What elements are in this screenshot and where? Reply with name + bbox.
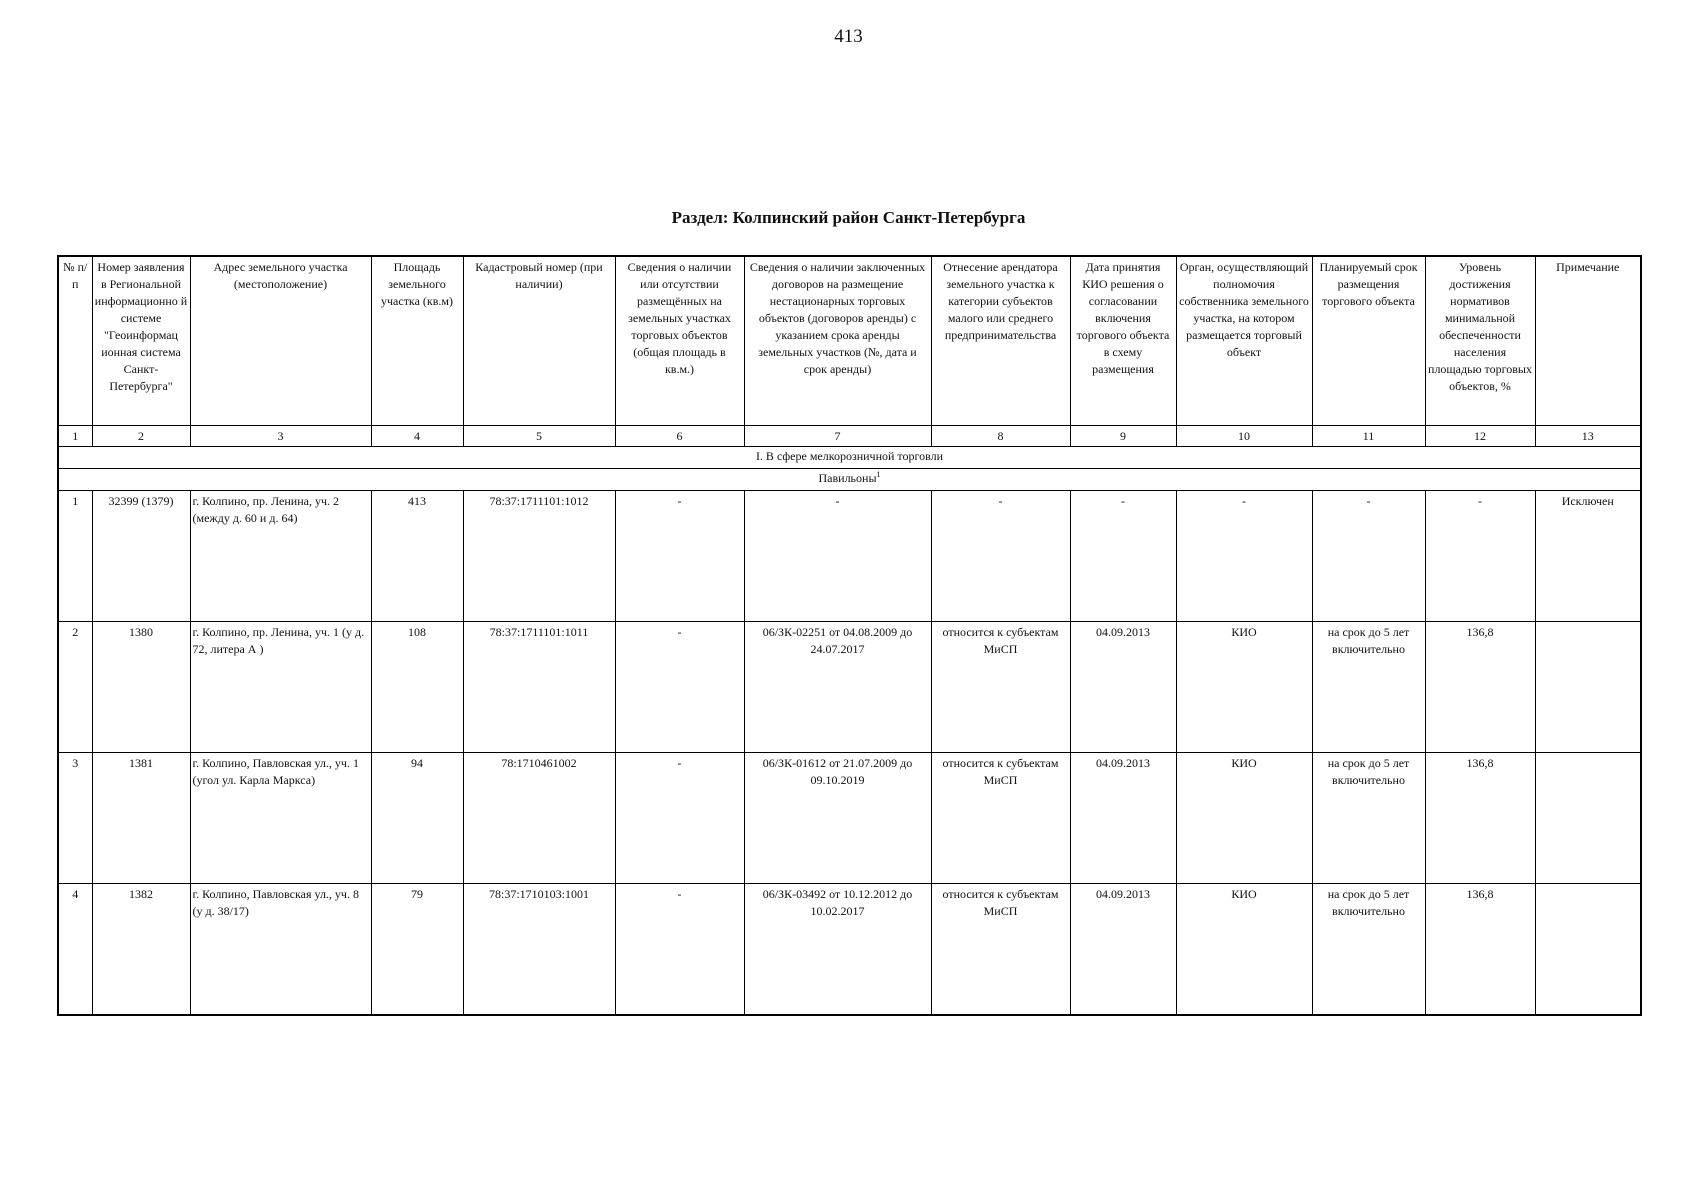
column-number: 3 bbox=[190, 426, 371, 447]
subgroup-cell bbox=[58, 469, 1641, 491]
contracts: 06/ЗК-03492 от 10.12.2012 до 10.02.2017 bbox=[744, 884, 931, 1016]
note bbox=[1535, 753, 1641, 884]
planned-term: - bbox=[1312, 491, 1425, 622]
address: г. Колпино, Павловская ул., уч. 1 (угол ул. Карла Маркса) bbox=[190, 753, 371, 884]
column-number: 2 bbox=[92, 426, 190, 447]
page-number: 413 bbox=[834, 26, 863, 47]
column-number: 12 bbox=[1425, 426, 1535, 447]
cadastral-number: 78:37:1711101:1012 bbox=[463, 491, 615, 622]
subgroup-title: Павильоны bbox=[818, 471, 877, 485]
header-cell: Примечание bbox=[1535, 256, 1641, 426]
table-row bbox=[58, 753, 1641, 884]
header-cell: Сведения о наличии или отсутствии размещённых на земельных участках торговых объектов (общая площадь в кв.м.) bbox=[615, 256, 744, 426]
column-number: 10 bbox=[1176, 426, 1312, 447]
header-cell: Отнесение арендатора земельного участка к категории субъектов малого или среднего предпринимательства bbox=[931, 256, 1070, 426]
area: 79 bbox=[371, 884, 463, 1016]
column-number: 13 bbox=[1535, 426, 1641, 447]
footnote-marker: 1 bbox=[876, 470, 881, 479]
planned-term: на срок до 5 лет включительно bbox=[1312, 884, 1425, 1016]
header-cell: Дата принятия КИО решения о согласовании включения торгового объекта в схему размещения bbox=[1070, 256, 1176, 426]
header-row bbox=[58, 256, 1641, 426]
cadastral-number: 78:37:1711101:1011 bbox=[463, 622, 615, 753]
authority: КИО bbox=[1176, 753, 1312, 884]
row-number: 3 bbox=[58, 753, 92, 884]
row-number: 1 bbox=[58, 491, 92, 622]
application-number: 1380 bbox=[92, 622, 190, 753]
column-number: 9 bbox=[1070, 426, 1176, 447]
trade-objects-table bbox=[57, 255, 1642, 1016]
authority: - bbox=[1176, 491, 1312, 622]
existing-objects: - bbox=[615, 622, 744, 753]
table-row bbox=[58, 491, 1641, 622]
existing-objects: - bbox=[615, 884, 744, 1016]
header-cell: Кадастровый номер (при наличии) bbox=[463, 256, 615, 426]
header-cell: Площадь земельного участка (кв.м) bbox=[371, 256, 463, 426]
note: Исключен bbox=[1535, 491, 1641, 622]
application-number: 1382 bbox=[92, 884, 190, 1016]
area: 413 bbox=[371, 491, 463, 622]
address: г. Колпино, Павловская ул., уч. 8 (у д. 38/17) bbox=[190, 884, 371, 1016]
provision-level: 136,8 bbox=[1425, 753, 1535, 884]
column-number: 6 bbox=[615, 426, 744, 447]
header-cell: Сведения о наличии заключенных договоров на размещение нестационарных торговых объектов (договоров аренды) с указанием срока аренды земельных участков (№, дата и срок аренды) bbox=[744, 256, 931, 426]
subgroup-row bbox=[58, 469, 1641, 491]
area: 94 bbox=[371, 753, 463, 884]
table-row bbox=[58, 884, 1641, 1016]
address: г. Колпино, пр. Ленина, уч. 1 (у д. 72, литера А ) bbox=[190, 622, 371, 753]
column-number: 5 bbox=[463, 426, 615, 447]
sme-category: - bbox=[931, 491, 1070, 622]
area: 108 bbox=[371, 622, 463, 753]
sme-category: относится к субъектам МиСП bbox=[931, 884, 1070, 1016]
header-cell: № п/п bbox=[58, 256, 92, 426]
provision-level: - bbox=[1425, 491, 1535, 622]
contracts: - bbox=[744, 491, 931, 622]
column-number: 11 bbox=[1312, 426, 1425, 447]
provision-level: 136,8 bbox=[1425, 884, 1535, 1016]
column-number: 4 bbox=[371, 426, 463, 447]
group-title: I. В сфере мелкорозничной торговли bbox=[58, 447, 1641, 469]
header-cell: Номер заявления в Региональной информационно й системе "Геоинформац ионная система Санкт-Петербурга" bbox=[92, 256, 190, 426]
planned-term: на срок до 5 лет включительно bbox=[1312, 753, 1425, 884]
row-number: 2 bbox=[58, 622, 92, 753]
application-number: 1381 bbox=[92, 753, 190, 884]
header-cell: Адрес земельного участка (местоположение) bbox=[190, 256, 371, 426]
column-number: 8 bbox=[931, 426, 1070, 447]
header-cell: Уровень достижения нормативов минимальной обеспеченности населения площадью торговых объектов, % bbox=[1425, 256, 1535, 426]
row-number: 4 bbox=[58, 884, 92, 1016]
cadastral-number: 78:1710461002 bbox=[463, 753, 615, 884]
planned-term: на срок до 5 лет включительно bbox=[1312, 622, 1425, 753]
kio-date: - bbox=[1070, 491, 1176, 622]
provision-level: 136,8 bbox=[1425, 622, 1535, 753]
note bbox=[1535, 884, 1641, 1016]
authority: КИО bbox=[1176, 622, 1312, 753]
header-cell: Планируемый срок размещения торгового объекта bbox=[1312, 256, 1425, 426]
application-number: 32399 (1379) bbox=[92, 491, 190, 622]
column-number: 7 bbox=[744, 426, 931, 447]
note bbox=[1535, 622, 1641, 753]
table-row bbox=[58, 622, 1641, 753]
contracts: 06/ЗК-01612 от 21.07.2009 до 09.10.2019 bbox=[744, 753, 931, 884]
header-cell: Орган, осуществляющий полномочия собственника земельного участка, на котором размещается торговый объект bbox=[1176, 256, 1312, 426]
section-title: Раздел: Колпинский район Санкт-Петербурга bbox=[671, 208, 1026, 227]
kio-date: 04.09.2013 bbox=[1070, 622, 1176, 753]
kio-date: 04.09.2013 bbox=[1070, 884, 1176, 1016]
address: г. Колпино, пр. Ленина, уч. 2 (между д. 60 и д. 64) bbox=[190, 491, 371, 622]
existing-objects: - bbox=[615, 491, 744, 622]
sme-category: относится к субъектам МиСП bbox=[931, 753, 1070, 884]
contracts: 06/ЗК-02251 от 04.08.2009 до 24.07.2017 bbox=[744, 622, 931, 753]
authority: КИО bbox=[1176, 884, 1312, 1016]
cadastral-number: 78:37:1710103:1001 bbox=[463, 884, 615, 1016]
existing-objects: - bbox=[615, 753, 744, 884]
column-number: 1 bbox=[58, 426, 92, 447]
sme-category: относится к субъектам МиСП bbox=[931, 622, 1070, 753]
group-row bbox=[58, 447, 1641, 469]
kio-date: 04.09.2013 bbox=[1070, 753, 1176, 884]
column-number-row bbox=[58, 426, 1641, 447]
